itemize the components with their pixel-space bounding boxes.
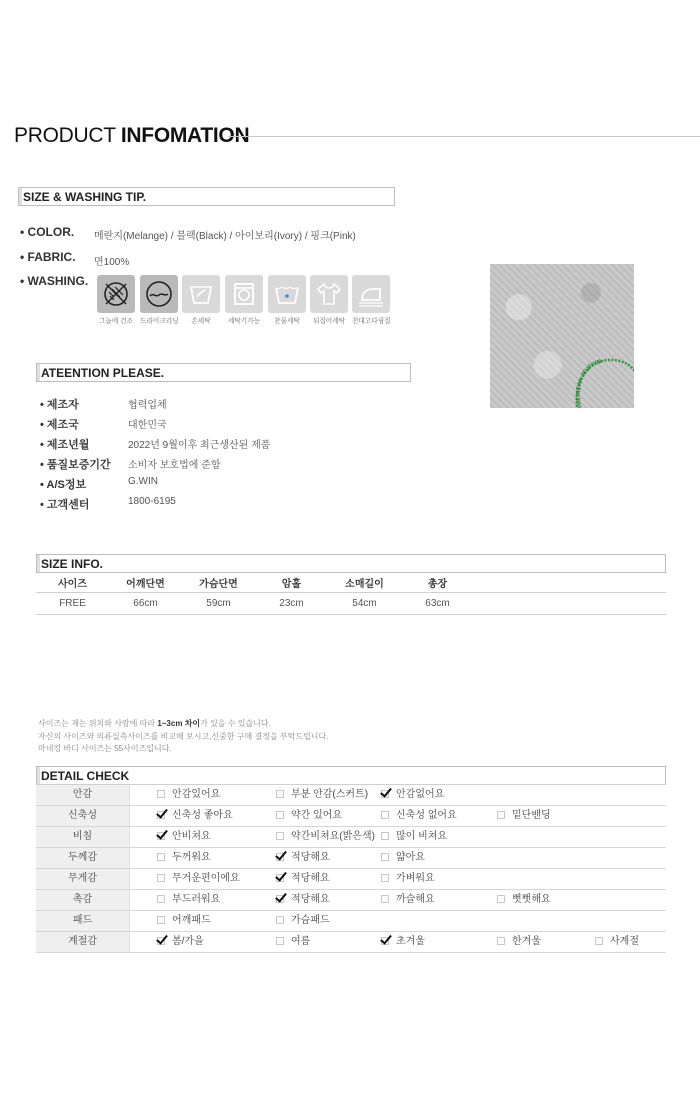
checkbox-checked xyxy=(276,853,284,861)
detail-option xyxy=(276,848,330,868)
size-cell: FREE xyxy=(59,598,86,609)
detail-check-heading xyxy=(36,766,666,785)
detail-option-label: 신축성 없어요 xyxy=(396,810,457,821)
detail-option-label: 부드러워요 xyxy=(172,894,221,905)
color-label: • COLOR. xyxy=(20,225,75,239)
size-col-header: 총장 xyxy=(427,578,448,590)
checkbox-unchecked xyxy=(276,937,284,945)
detail-option xyxy=(157,932,204,952)
detail-option xyxy=(381,932,425,952)
detail-option xyxy=(497,932,541,952)
attention-row xyxy=(40,456,221,472)
checkbox-unchecked xyxy=(381,874,389,882)
checkbox-unchecked xyxy=(157,874,165,882)
checkbox-checked xyxy=(276,895,284,903)
wash-label: 천대고다림질 xyxy=(352,318,391,325)
size-info-heading xyxy=(36,554,666,573)
detail-option-label: 여름 xyxy=(291,936,311,947)
checkbox-unchecked xyxy=(157,916,165,924)
checkbox-checked xyxy=(276,874,284,882)
note-line-3: 마네킹 바디 사이즈는 55사이즈입니다. xyxy=(38,744,172,753)
detail-option xyxy=(157,827,211,847)
fabric-label: • FABRIC. xyxy=(20,250,76,264)
detail-option xyxy=(497,890,551,910)
attention-label: • 제조국 xyxy=(40,419,79,431)
detail-option xyxy=(276,869,330,889)
size-cell: 66cm xyxy=(133,598,158,609)
fabric-value: 면100% xyxy=(94,257,130,268)
detail-option-label: 적당해요 xyxy=(291,852,330,863)
detail-option-label: 얇아요 xyxy=(396,852,425,863)
wash-item xyxy=(351,275,391,326)
title-light: PRODUCT xyxy=(14,124,121,147)
wash-label: 뒤집어세탁 xyxy=(312,318,346,325)
dry-cleaning-icon xyxy=(140,275,178,313)
detail-option xyxy=(381,890,435,910)
size-info-heading-text: SIZE INFO. xyxy=(41,557,104,571)
wash-label: 드라이크리닝 xyxy=(140,318,179,325)
detail-option-label: 뻣뻣해요 xyxy=(512,894,551,905)
attention-value: 협력업체 xyxy=(128,400,167,411)
checkbox-unchecked xyxy=(276,811,284,819)
detail-option-label: 두꺼워요 xyxy=(172,852,211,863)
detail-option xyxy=(381,848,425,868)
attention-label: • 제조자 xyxy=(40,399,79,411)
detail-row-season xyxy=(36,932,666,953)
detail-row-sheer xyxy=(36,827,666,848)
detail-row-label: 신축성 xyxy=(36,806,130,826)
checkbox-unchecked xyxy=(497,811,505,819)
detail-option-label: 부분 안감(스커트) xyxy=(291,789,369,800)
wash-item xyxy=(96,275,136,326)
detail-check-heading-text: DETAIL CHECK xyxy=(41,769,130,783)
detail-option xyxy=(276,827,375,847)
detail-option-label: 가벼워요 xyxy=(396,873,435,884)
checkbox-unchecked xyxy=(595,937,603,945)
detail-option-label: 안비쳐요 xyxy=(172,831,211,842)
attention-row xyxy=(40,396,167,412)
note-text: 사이즈는 재는 위치와 사람에 따라 xyxy=(38,719,158,728)
attention-row xyxy=(40,496,176,512)
cloth-iron-icon xyxy=(352,275,390,313)
detail-option-label: 어깨패드 xyxy=(172,915,211,926)
checkbox-checked xyxy=(157,937,165,945)
note-emphasis: 1~3cm 차이 xyxy=(157,719,201,728)
fabric-row xyxy=(20,250,76,264)
detail-option xyxy=(497,806,551,826)
checkbox-unchecked xyxy=(381,853,389,861)
wash-item xyxy=(224,275,264,326)
checkbox-unchecked xyxy=(276,790,284,798)
detail-option xyxy=(276,911,330,931)
checkbox-unchecked xyxy=(381,832,389,840)
size-washing-heading-text: SIZE & WASHING TIP. xyxy=(23,190,147,204)
checkbox-unchecked xyxy=(157,895,165,903)
attention-heading xyxy=(36,363,411,382)
detail-option-label: 많이 비쳐요 xyxy=(396,831,448,842)
wash-item xyxy=(267,275,307,326)
note-line-2: 자신의 사이즈와 의류실측사이즈를 비교해 보시고,신중한 구매 결정을 부탁드립니다. xyxy=(38,731,329,741)
detail-option-label: 약간 있어요 xyxy=(291,810,343,821)
detail-option xyxy=(157,848,211,868)
size-cell: 63cm xyxy=(425,598,450,609)
detail-check-table xyxy=(36,784,666,953)
title-divider xyxy=(228,136,700,137)
attention-row xyxy=(40,476,158,492)
attention-label: • 품질보증기간 xyxy=(40,459,111,471)
detail-option xyxy=(276,932,310,952)
detail-row-weight xyxy=(36,869,666,890)
inside-out-wash-icon xyxy=(310,275,348,313)
detail-option xyxy=(157,890,220,910)
size-table xyxy=(36,572,666,615)
attention-value: G.WIN xyxy=(128,476,158,487)
detail-option xyxy=(276,806,342,826)
detail-option-label: 밑단밴딩 xyxy=(512,810,551,821)
detail-row-label: 안감 xyxy=(36,785,130,805)
detail-row-label: 비침 xyxy=(36,827,130,847)
size-col-header: 소매길이 xyxy=(345,578,384,590)
page-header xyxy=(14,124,700,154)
detail-option-label: 까슬해요 xyxy=(396,894,435,905)
detail-option-label: 무거운편이에요 xyxy=(172,873,240,884)
checkbox-unchecked xyxy=(276,916,284,924)
detail-row-thickness xyxy=(36,848,666,869)
color-row xyxy=(20,225,74,239)
size-table-header xyxy=(36,572,666,593)
checkbox-checked xyxy=(381,937,389,945)
wash-item xyxy=(309,275,349,326)
size-col-header: 사이즈 xyxy=(58,578,87,590)
size-col-header: 암홀 xyxy=(281,578,302,590)
note-text: 가 있을 수 있습니다. xyxy=(200,719,271,728)
detail-option xyxy=(157,911,211,931)
detail-option xyxy=(381,827,447,847)
note-line-1 xyxy=(38,718,328,731)
table-row xyxy=(36,593,666,615)
detail-option xyxy=(157,806,233,826)
size-col-header: 가슴단면 xyxy=(199,578,238,590)
detail-option-label: 안감있어요 xyxy=(172,789,221,800)
wash-label: 그늘에 건조 xyxy=(99,318,133,325)
cold-wash-icon xyxy=(268,275,306,313)
detail-option-label: 사계절 xyxy=(610,936,639,947)
attention-label: • 제조년월 xyxy=(40,439,90,451)
attention-row xyxy=(40,436,271,452)
detail-row-label: 무게감 xyxy=(36,869,130,889)
detail-option xyxy=(381,785,444,805)
detail-option-label: 가슴패드 xyxy=(291,915,330,926)
detail-option-label: 적당해요 xyxy=(291,894,330,905)
wash-label: 손세탁 xyxy=(191,318,211,325)
detail-row-label: 패드 xyxy=(36,911,130,931)
detail-option-label: 적당해요 xyxy=(291,873,330,884)
checkbox-unchecked xyxy=(157,790,165,798)
checkbox-unchecked xyxy=(497,895,505,903)
detail-option xyxy=(157,869,240,889)
detail-row-label: 두께감 xyxy=(36,848,130,868)
detail-option xyxy=(595,932,639,952)
detail-row-label: 계절감 xyxy=(36,932,130,952)
checkbox-unchecked xyxy=(381,811,389,819)
detail-option-label: 한겨울 xyxy=(512,936,541,947)
checkbox-checked xyxy=(157,811,165,819)
attention-value: 대한민국 xyxy=(128,420,167,431)
wash-label: 찬물세탁 xyxy=(274,318,300,325)
color-value: 메란지(Melange) / 블랙(Black) / 아이보리(Ivory) / 핑크(Pink) xyxy=(94,231,356,242)
detail-option xyxy=(381,806,457,826)
attention-value: 2022년 9월이후 최근생산된 제품 xyxy=(128,440,271,451)
checkbox-checked xyxy=(157,832,165,840)
title-bold: INFOMATION xyxy=(120,124,250,147)
detail-option-label: 신축성 좋아요 xyxy=(172,810,233,821)
machine-wash-icon xyxy=(225,275,263,313)
wash-item xyxy=(139,275,179,326)
attention-label: • 고객센터 xyxy=(40,499,90,511)
size-cell: 59cm xyxy=(206,598,231,609)
attention-heading-text: ATEENTION PLEASE. xyxy=(41,366,165,380)
checkbox-checked xyxy=(381,790,389,798)
detail-row-label: 촉감 xyxy=(36,890,130,910)
attention-row xyxy=(40,416,167,432)
wash-label: 세탁기가능 xyxy=(227,318,261,325)
size-washing-heading xyxy=(18,187,395,206)
detail-row-stretch xyxy=(36,806,666,827)
detail-option-label: 봄/가을 xyxy=(172,936,204,947)
size-cell: 54cm xyxy=(352,598,377,609)
washing-row xyxy=(20,274,88,288)
size-notes xyxy=(38,718,328,756)
detail-row-touch xyxy=(36,890,666,911)
wash-item xyxy=(181,275,221,326)
checkbox-unchecked xyxy=(497,937,505,945)
detail-option xyxy=(276,890,330,910)
fabric-detail-photo xyxy=(490,264,634,408)
photo-logo-text: MERICAN·MUFFIN xyxy=(575,358,603,407)
checkbox-unchecked xyxy=(381,895,389,903)
tumble-dry-prohibited-icon xyxy=(97,275,135,313)
detail-row-lining xyxy=(36,785,666,806)
detail-option xyxy=(157,785,220,805)
detail-row-pad xyxy=(36,911,666,932)
washing-label: • WASHING. xyxy=(20,274,89,288)
checkbox-unchecked xyxy=(157,853,165,861)
detail-option xyxy=(381,869,435,889)
detail-option-label: 안감없어요 xyxy=(396,789,445,800)
attention-label: • A/S정보 xyxy=(40,479,87,491)
hand-wash-icon xyxy=(182,275,220,313)
attention-value: 소비자 보호법에 준함 xyxy=(128,460,221,471)
size-cell: 23cm xyxy=(279,598,304,609)
detail-option xyxy=(276,785,368,805)
attention-value: 1800-6195 xyxy=(128,496,176,507)
detail-option-label: 초겨울 xyxy=(396,936,425,947)
size-col-header: 어깨단면 xyxy=(126,578,165,590)
checkbox-unchecked xyxy=(276,832,284,840)
detail-option-label: 약간비쳐요(밝은색) xyxy=(291,831,375,842)
